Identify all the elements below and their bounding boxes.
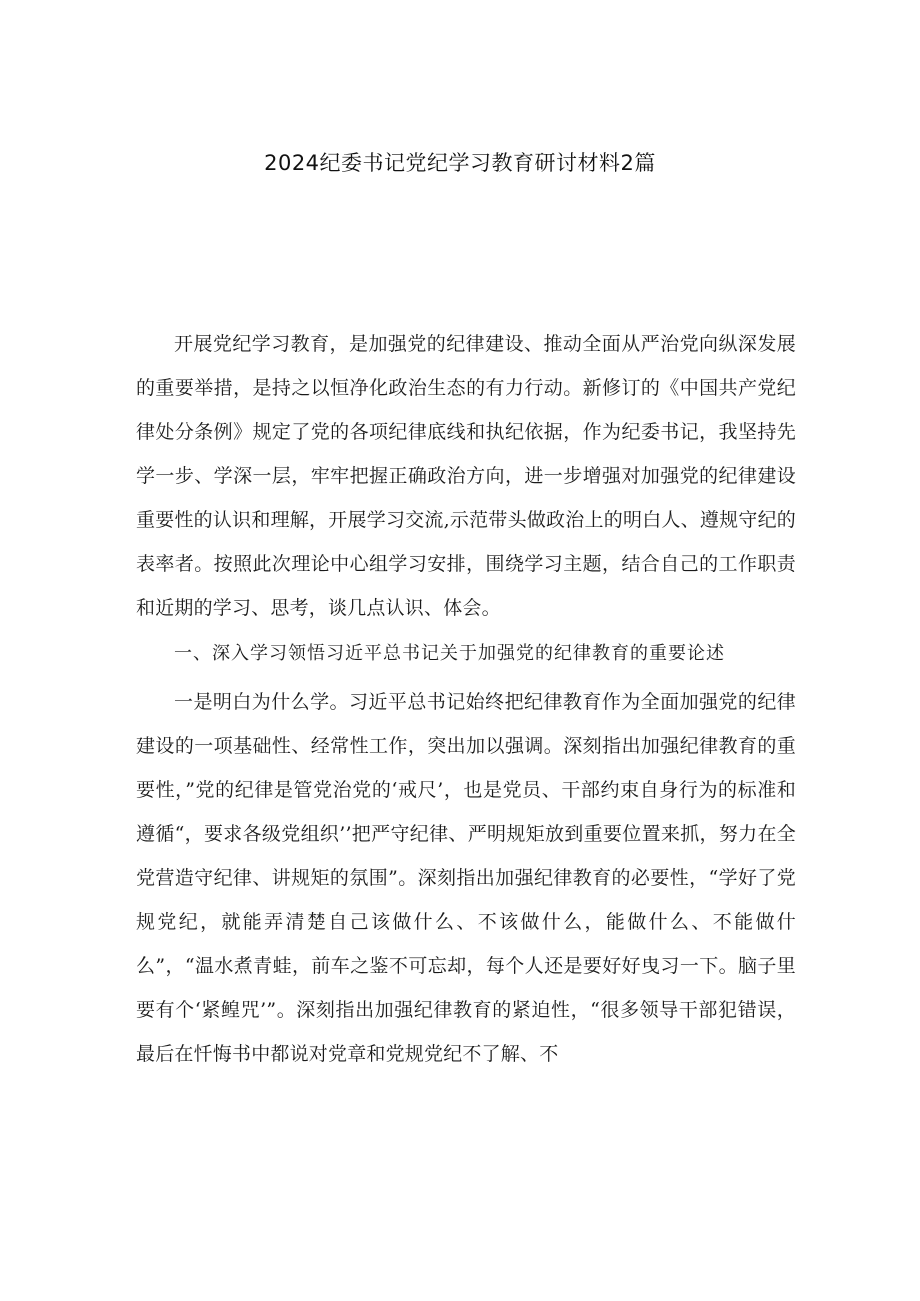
section-heading: 一、深入学习领悟习近平总书记关于加强党的纪律教育的重要论述 (174, 643, 725, 664)
intro-paragraph: 开展党纪学习教育，是加强党的纪律建设、推动全面从严治党向纵深发展的重要举措，是持之以恒净化政治生态的有力行动。新修订的《中国共产党纪律处分条例》规定了党的各项纪律底线和执纪依据，作为纪委书记，我坚持先学一步、学深一层，牢牢把握正确政治方向，进一步增强对加强党的纪律建设重要性的认识和理解，开展学习交流,示范带头做政治上的明白人、遵规守纪的表率者。按照此次理论中心组学习安排，围绕学习主题，结合自己的工作职责和近期的学习、思考，谈几点认识、体会。 (136, 333, 796, 619)
document-title: 2024纪委书记党纪学习教育研讨材料2篇 (264, 151, 656, 175)
document-body (136, 322, 796, 1076)
section-paragraph: 一是明白为什么学。习近平总书记始终把纪律教育作为全面加强党的纪律建设的一项基础性、经常性工作，突出加以强调。深刻指出加强纪律教育的重要性，”党的纪律是管党治党的‘戒尺’，也是党员、干部约束自身行为的标准和遵循“，要求各级党组织’’把严守纪律、严明规矩放到重要位置来抓，努力在全党营造守纪律、讲规矩的氛围”。深刻指出加强纪律教育的必要性，“学好了党规党纪，就能弄清楚自己该做什么、不该做什么，能做什么、不能做什么”，“温水煮青蛙，前车之鉴不可忘却，每个人还是要好好曳习一下。脑子里要有个‘紧鳇咒’”。深刻指出加强纪律教育的紧迫性，“很多领导干部犯错误，最后在忏悔书中都说对党章和党规党纪不了解、不 (136, 691, 796, 1065)
